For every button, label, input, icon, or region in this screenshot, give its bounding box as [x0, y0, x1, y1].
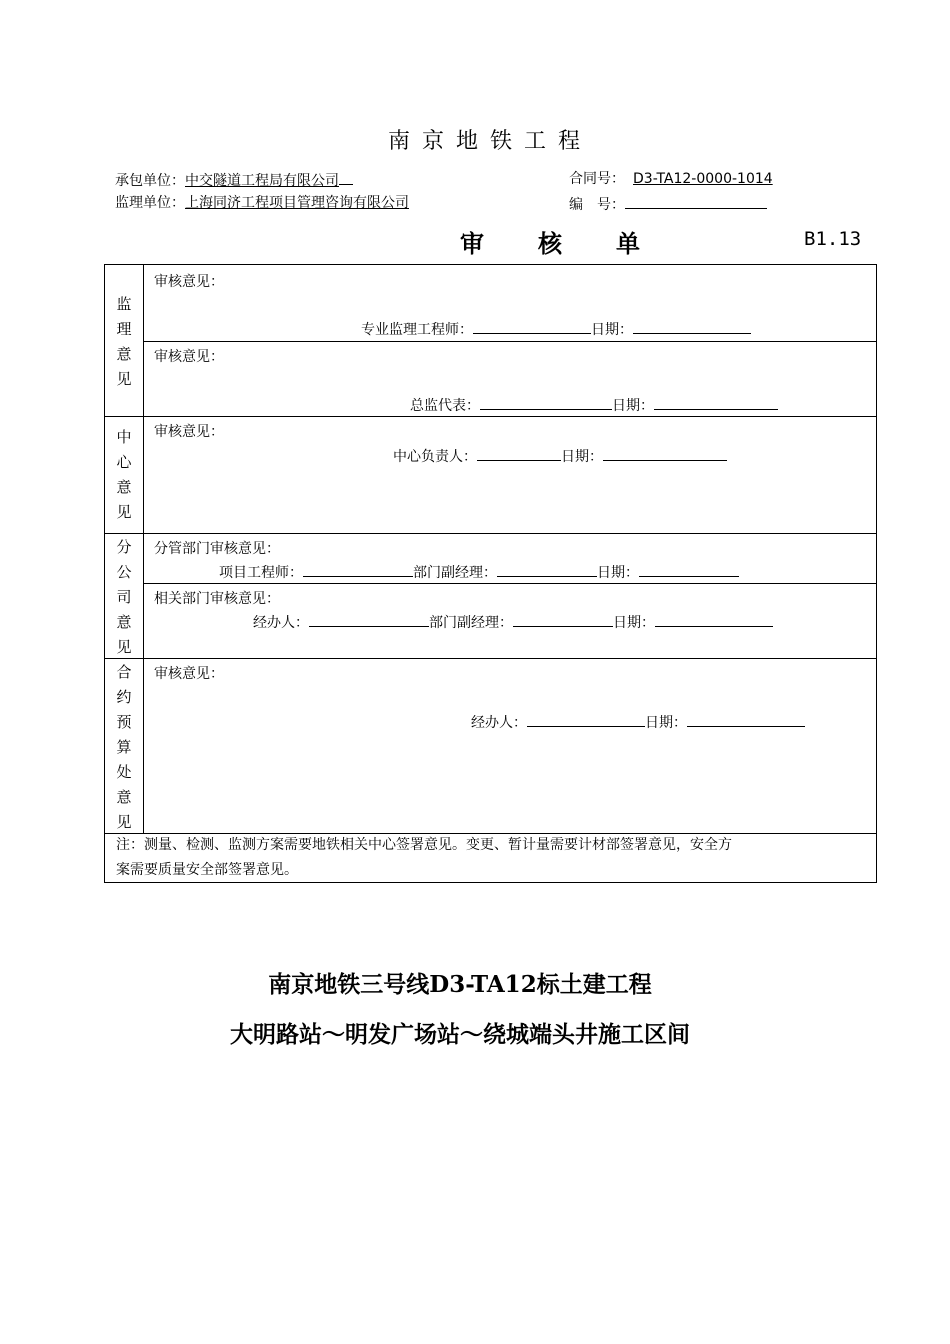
serial-label: 编 号：: [569, 197, 625, 213]
form-title: 审 核 单: [460, 230, 642, 258]
chief-label: 总监代表：: [410, 398, 480, 414]
supervision-opinion-2: 审核意见：: [154, 349, 224, 365]
budget-opinion: 审核意见：: [154, 666, 224, 682]
divider-supervision-inner: [143, 341, 876, 342]
center-date-blank[interactable]: [603, 446, 727, 461]
budget-date-label: 日期：: [645, 715, 687, 731]
supervisor-value: 上海同济工程项目管理咨询有限公司: [185, 195, 409, 211]
deputy-manager2-label: 部门副经理：: [429, 615, 513, 631]
divider-branch-inner: [143, 583, 876, 584]
label-center-text: 中心意见: [116, 428, 132, 521]
budget-signature-row: [471, 712, 805, 732]
engineer-label: 专业监理工程师：: [361, 322, 473, 338]
branch-opinion-1: 分管部门审核意见：: [154, 541, 280, 557]
supervisor-row: [115, 194, 409, 212]
center-opinion: 审核意见：: [154, 424, 224, 440]
project-engineer-label: 项目工程师：: [219, 565, 303, 581]
branch-signature-row-2: [253, 612, 773, 632]
contract-no-row: [569, 170, 773, 188]
handler-label: 经办人：: [253, 615, 309, 631]
label-supervision: [105, 292, 143, 392]
center-date-label: 日期：: [561, 449, 603, 465]
note: [116, 833, 732, 883]
deputy-manager-label: 部门副经理：: [413, 565, 497, 581]
contractor-underline-tail: [339, 170, 353, 185]
branch-signature-row-1: [219, 562, 739, 582]
project-engineer-blank[interactable]: [303, 562, 413, 577]
contractor-value: 中交隧道工程局有限公司: [185, 173, 339, 189]
contract-no-value: D3-TA12-0000-1014: [633, 171, 773, 187]
contract-no-label: 合同号：: [569, 171, 625, 187]
branch-date2-label: 日期：: [613, 615, 655, 631]
chief-blank[interactable]: [480, 395, 612, 410]
label-branch: [105, 535, 143, 660]
label-center: [105, 425, 143, 525]
branch-opinion-2: 相关部门审核意见：: [154, 591, 280, 607]
budget-handler-label: 经办人：: [471, 715, 527, 731]
chief-signature-row: [410, 395, 778, 415]
serial-blank: [625, 194, 767, 209]
label-column-divider: [143, 265, 144, 833]
engineer-blank[interactable]: [473, 319, 591, 334]
chief-date-blank[interactable]: [654, 395, 778, 410]
note-line-1: 注：测量、检测、监测方案需要地铁相关中心签署意见。变更、暂计量需要计材部签署意见，安全方: [116, 837, 732, 853]
footer-project-name: 南京地铁三号线D3-TA12标土建工程: [268, 971, 652, 998]
budget-date-blank[interactable]: [687, 712, 805, 727]
branch-date1-blank[interactable]: [639, 562, 739, 577]
label-budget: [105, 660, 143, 835]
note-line-2: 案需要质量安全部签署意见。: [116, 862, 298, 878]
supervisor-label: 监理单位：: [115, 195, 185, 211]
form-code: B1.13: [804, 228, 862, 250]
label-supervision-text: 监理意见: [116, 295, 132, 388]
center-head-label: 中心负责人：: [393, 449, 477, 465]
deputy-manager2-blank[interactable]: [513, 612, 613, 627]
center-signature-row: [393, 446, 727, 466]
divider-supervision-center: [105, 416, 876, 417]
contractor-row: [115, 170, 353, 190]
divider-branch-budget: [105, 658, 876, 659]
review-table: [104, 264, 877, 883]
contractor-label: 承包单位：: [115, 173, 185, 189]
engineer-date-label: 日期：: [591, 322, 633, 338]
center-head-blank[interactable]: [477, 446, 561, 461]
branch-date1-label: 日期：: [597, 565, 639, 581]
footer-section-name: 大明路站～明发广场站～绕城端头井施工区间: [230, 1021, 690, 1048]
document-title: 南京地铁工程: [387, 129, 592, 154]
label-branch-text: 分公司意见: [116, 538, 132, 656]
handler-blank[interactable]: [309, 612, 429, 627]
divider-center-branch: [105, 533, 876, 534]
serial-row: [569, 194, 767, 214]
chief-date-label: 日期：: [612, 398, 654, 414]
branch-date2-blank[interactable]: [655, 612, 773, 627]
engineer-signature-row: [361, 319, 751, 339]
budget-handler-blank[interactable]: [527, 712, 645, 727]
label-budget-text: 合约预算处意见: [116, 663, 132, 831]
deputy-manager-blank[interactable]: [497, 562, 597, 577]
supervision-opinion-1: 审核意见：: [154, 274, 224, 290]
engineer-date-blank[interactable]: [633, 319, 751, 334]
